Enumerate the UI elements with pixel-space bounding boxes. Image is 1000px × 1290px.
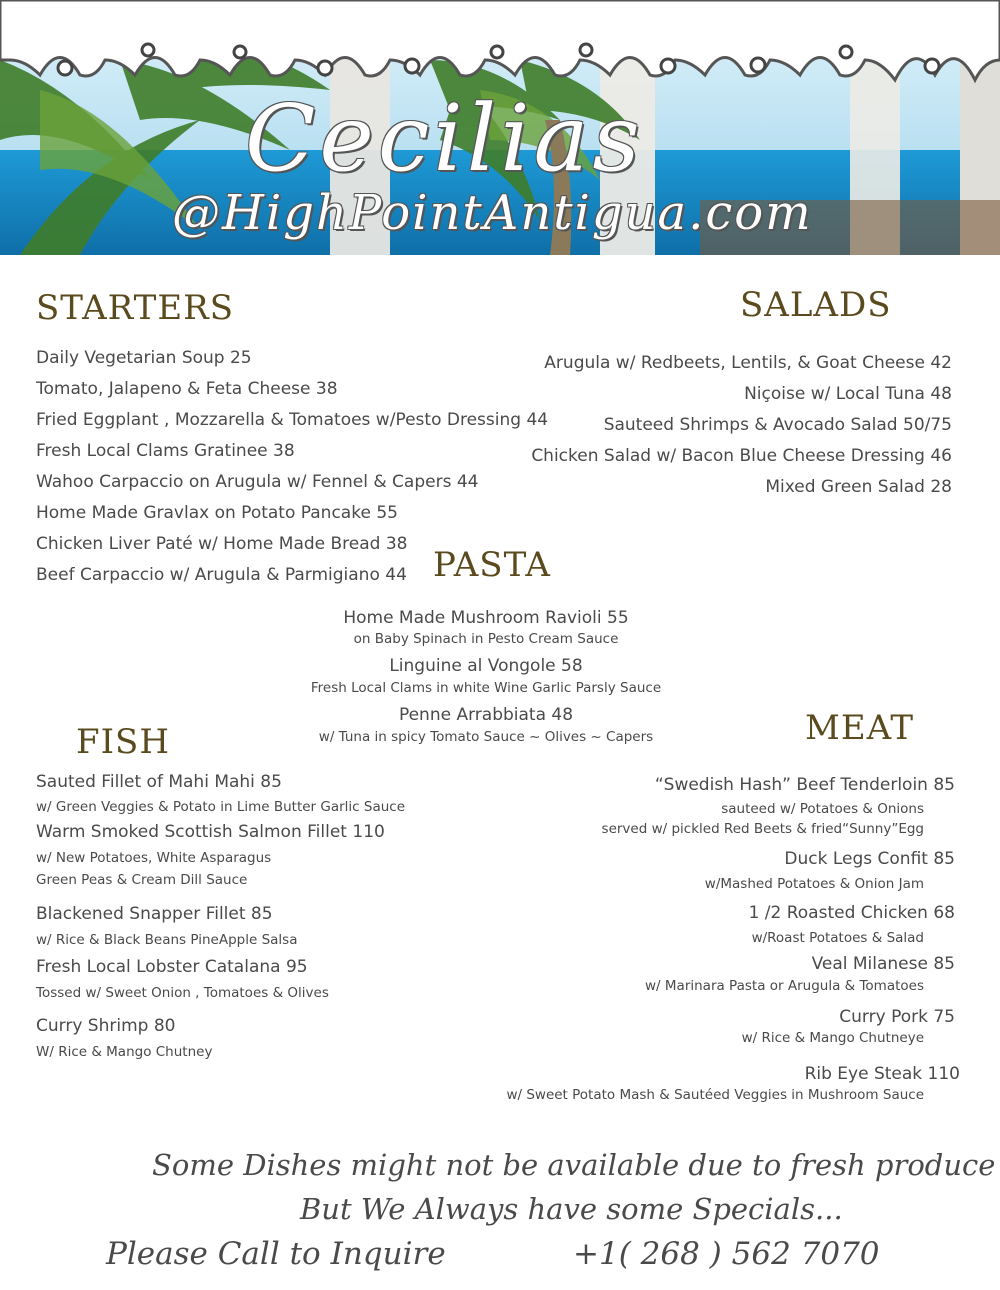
- starter-item: Fresh Local Clams Gratinee 38: [36, 441, 295, 461]
- fish-item-name: Blackened Snapper Fillet 85: [36, 904, 273, 924]
- meat-item-name: Veal Milanese 85: [811, 954, 955, 974]
- fish-heading: FISH: [76, 722, 170, 762]
- footer-specials-note: But We Always have some Specials...: [300, 1192, 843, 1226]
- pasta-item-name: Penne Arrabbiata 48: [398, 705, 574, 725]
- meat-item-desc: w/Mashed Potatoes & Onion Jam: [704, 876, 924, 892]
- salad-item: Mixed Green Salad 28: [765, 477, 952, 497]
- starter-item: Fried Eggplant , Mozzarella & Tomatoes w/Pesto Dressing 44: [36, 410, 549, 430]
- footer-availability-note: Some Dishes might not be available due to fresh produce: [152, 1148, 996, 1182]
- starter-item: Chicken Liver Paté w/ Home Made Bread 38: [36, 534, 408, 554]
- starter-item: Wahoo Carpaccio on Arugula w/ Fennel & Capers 44: [36, 472, 479, 492]
- brand-title: Cecilias: [245, 85, 644, 192]
- pasta-item-desc: on Baby Spinach in Pesto Cream Sauce: [353, 631, 619, 647]
- meat-item-name: Duck Legs Confit 85: [784, 849, 955, 869]
- fish-item-desc: Green Peas & Cream Dill Sauce: [36, 872, 248, 888]
- fish-item-desc: w/ Rice & Black Beans PineApple Salsa: [36, 932, 298, 948]
- pasta-item-desc: w/ Tuna in spicy Tomato Sauce ~ Olives ~ Capers: [318, 729, 654, 745]
- meat-item-name: Rib Eye Steak 110: [804, 1064, 960, 1084]
- fish-item-desc: w/ New Potatoes, White Asparagus: [36, 850, 272, 866]
- meat-item-name: Curry Pork 75: [839, 1007, 955, 1027]
- fish-item-name: Curry Shrimp 80: [36, 1016, 176, 1036]
- meat-item-desc: served w/ pickled Red Beets & fried“Sunny”Egg: [601, 821, 924, 837]
- meat-item-desc: w/Roast Potatoes & Salad: [751, 930, 924, 946]
- salad-item: Niçoise w/ Local Tuna 48: [744, 384, 952, 404]
- fish-item-name: Sauted Fillet of Mahi Mahi 85: [36, 772, 282, 792]
- salad-item: Arugula w/ Redbeets, Lentils, & Goat Cheese 42: [544, 353, 952, 373]
- meat-item-desc: w/ Rice & Mango Chutneye: [741, 1030, 924, 1046]
- starters-heading: STARTERS: [36, 288, 235, 328]
- meat-item-desc: w/ Sweet Potato Mash & Sautéed Veggies in Mushroom Sauce: [506, 1087, 924, 1103]
- salad-item: Sauteed Shrimps & Avocado Salad 50/75: [603, 415, 952, 435]
- header-banner: [0, 0, 1000, 255]
- pasta-item-name: Linguine al Vongole 58: [389, 656, 583, 676]
- meat-item-desc: sauteed w/ Potatoes & Onions: [721, 801, 924, 817]
- fish-item-desc: w/ Green Veggies & Potato in Lime Butter Garlic Sauce: [36, 799, 406, 815]
- pasta-item-desc: Fresh Local Clams in white Wine Garlic Parsly Sauce: [310, 680, 662, 696]
- salad-item: Chicken Salad w/ Bacon Blue Cheese Dressing 46: [531, 446, 952, 466]
- meat-item-name: “Swedish Hash” Beef Tenderloin 85: [654, 775, 955, 795]
- salads-heading: SALADS: [740, 285, 892, 325]
- footer-inquire-note: Please Call to Inquire: [106, 1236, 446, 1272]
- fish-item-desc: Tossed w/ Sweet Onion , Tomatoes & Olives: [36, 985, 329, 1001]
- website-address: @HighPointAntigua.com: [172, 185, 813, 241]
- fish-item-name: Warm Smoked Scottish Salmon Fillet 110: [36, 822, 385, 842]
- phone-number[interactable]: +1( 268 ) 562 7070: [573, 1236, 880, 1272]
- meat-item-desc: w/ Marinara Pasta or Arugula & Tomatoes: [645, 978, 924, 994]
- pasta-heading: PASTA: [433, 545, 551, 585]
- starter-item: Beef Carpaccio w/ Arugula & Parmigiano 44: [36, 565, 407, 585]
- fish-item-desc: W/ Rice & Mango Chutney: [36, 1044, 213, 1060]
- starter-item: Daily Vegetarian Soup 25: [36, 348, 252, 368]
- starter-item: Home Made Gravlax on Potato Pancake 55: [36, 503, 398, 523]
- fish-item-name: Fresh Local Lobster Catalana 95: [36, 957, 308, 977]
- meat-heading: MEAT: [805, 708, 915, 748]
- pasta-item-name: Home Made Mushroom Ravioli 55: [343, 608, 629, 628]
- meat-item-name: 1 /2 Roasted Chicken 68: [748, 903, 955, 923]
- starter-item: Tomato, Jalapeno & Feta Cheese 38: [36, 379, 338, 399]
